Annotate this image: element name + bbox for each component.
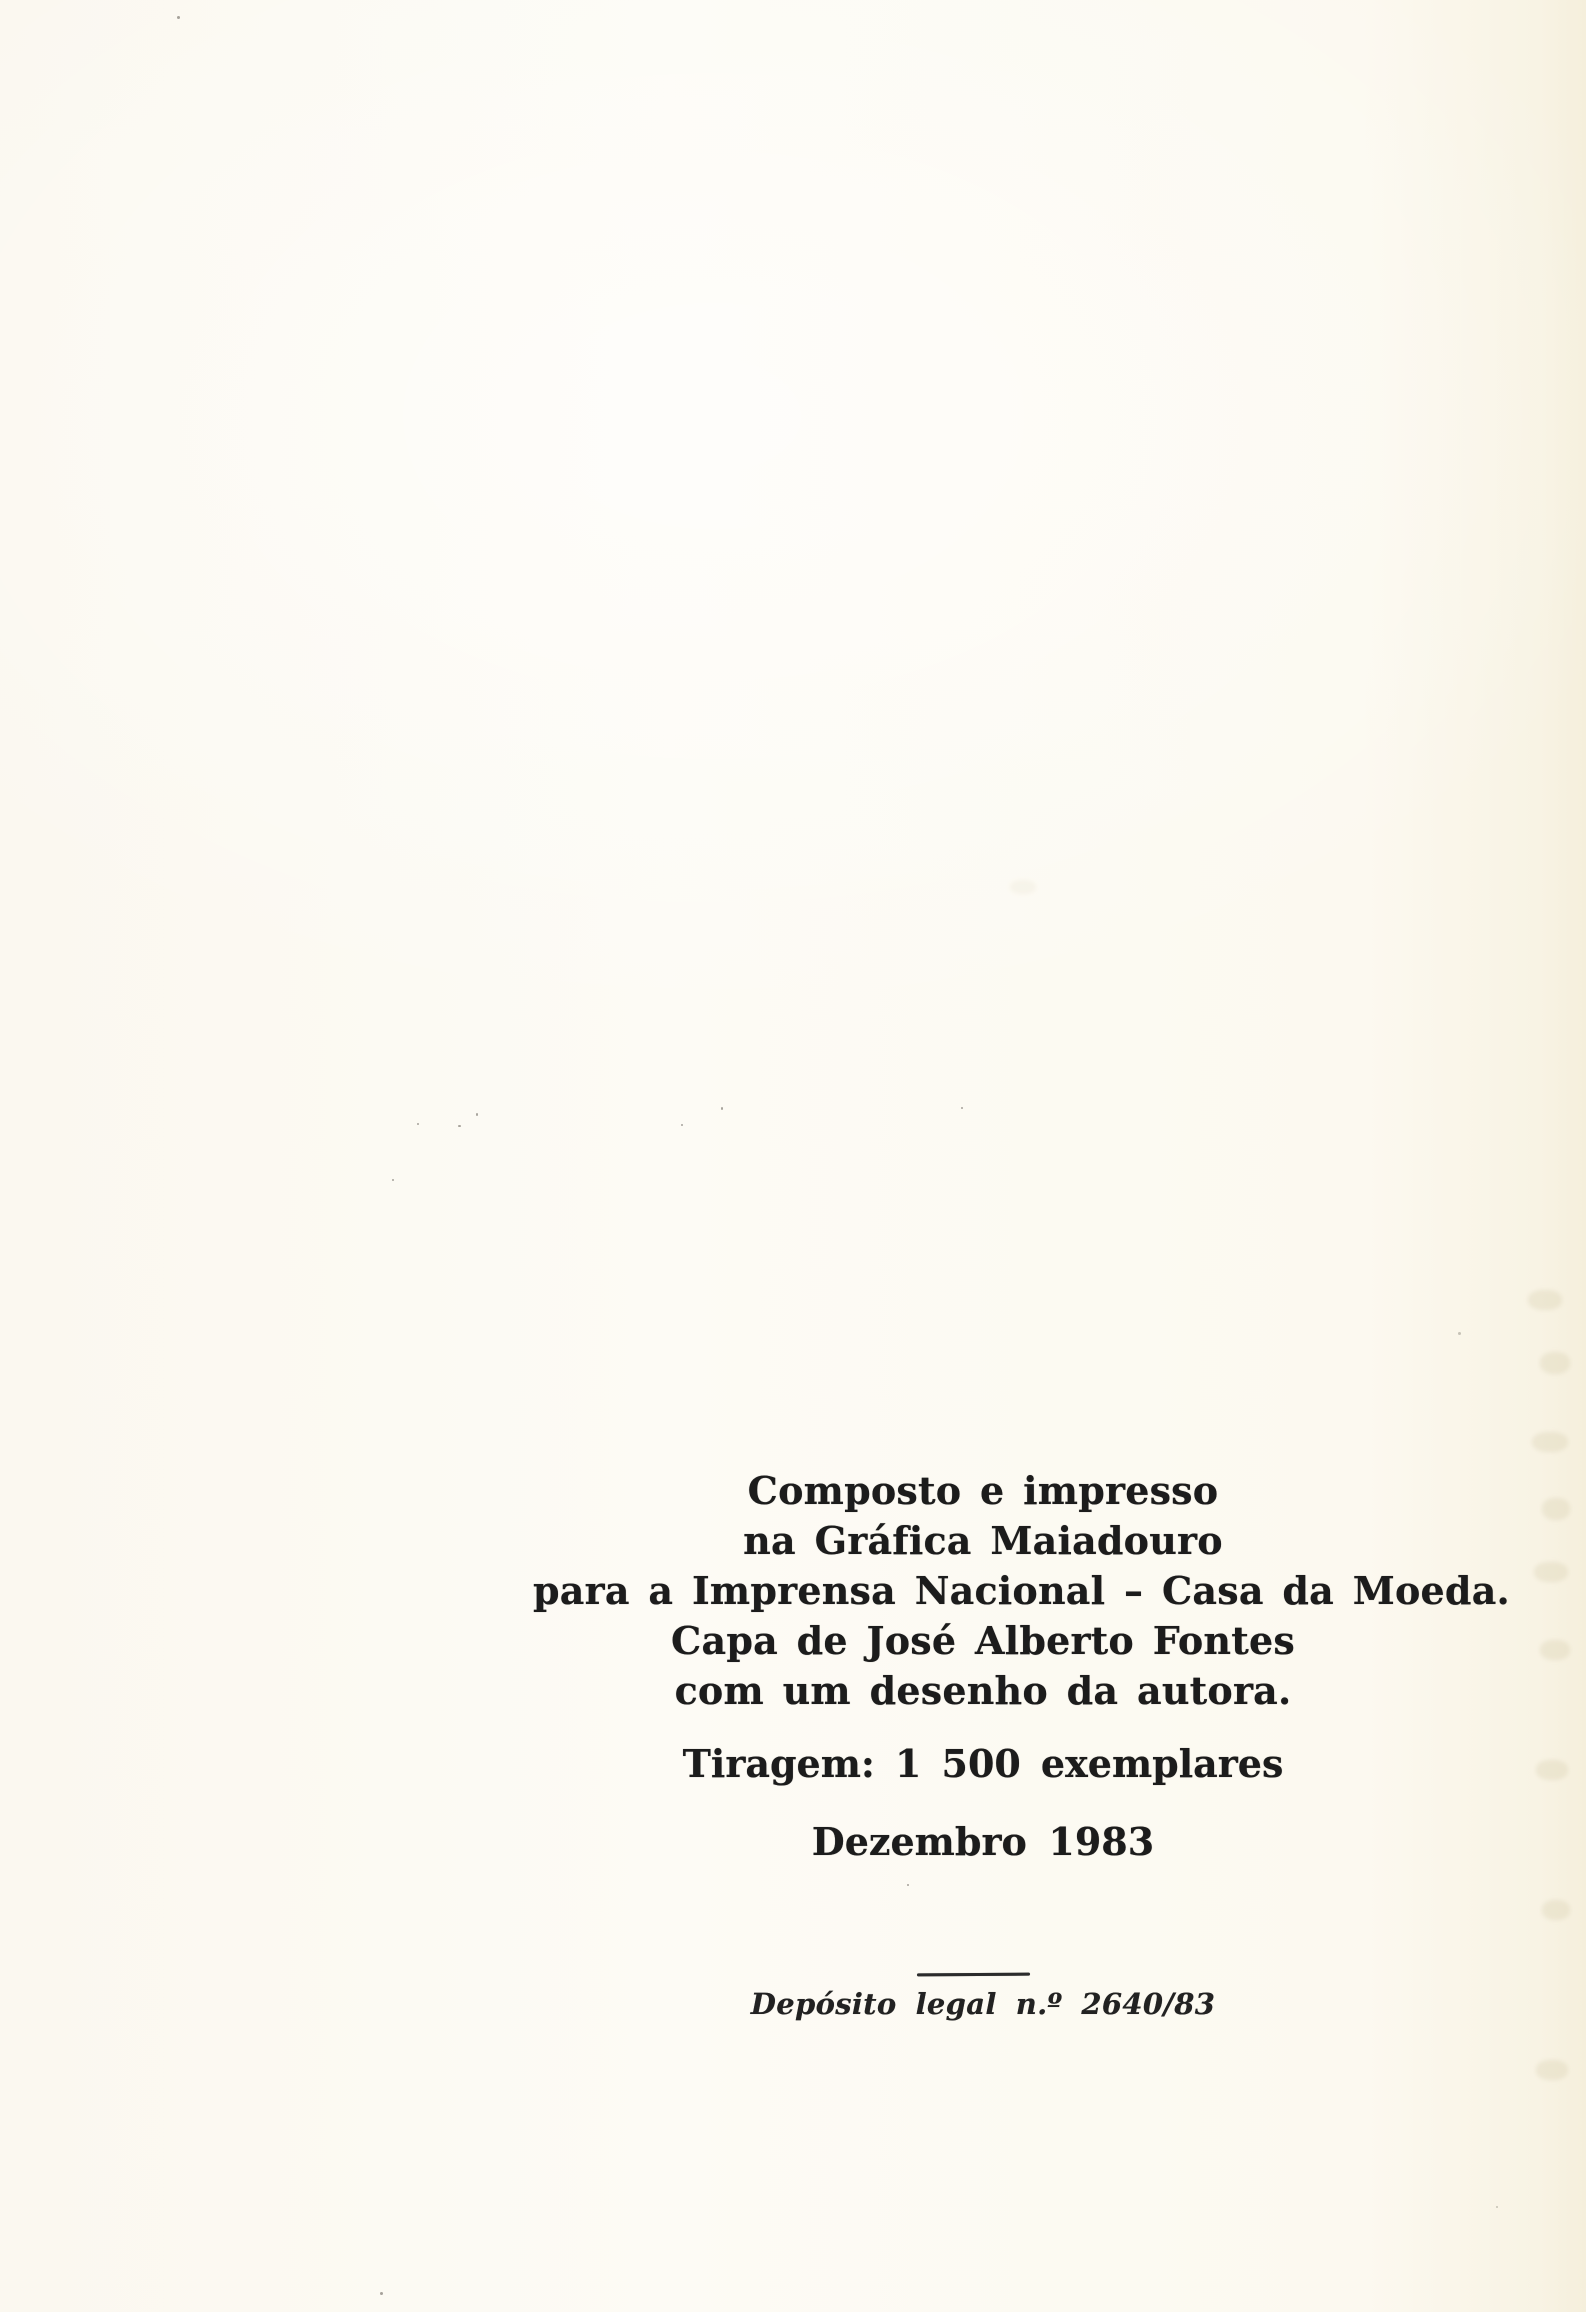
paper-speck [417, 1123, 419, 1125]
colophon-line-1: Composto e impresso [747, 1468, 1219, 1513]
paper-speck [1496, 2206, 1498, 2208]
show-through-ghost [1536, 2060, 1568, 2080]
print-run-line: Tiragem: 1 500 exemplares [682, 1741, 1284, 1786]
show-through-ghost [1542, 1900, 1570, 1920]
colophon-line-4: Capa de José Alberto Fontes [671, 1618, 1295, 1663]
show-through-ghost [1536, 1760, 1568, 1780]
show-through-ghost [1532, 1432, 1568, 1452]
paper-speck [476, 1113, 478, 1116]
colophon-line-3: para a Imprensa Nacional – Casa da Moeda. [533, 1568, 1510, 1613]
paper-speck [380, 2292, 383, 2295]
show-through-ghost [1528, 1290, 1562, 1310]
print-date-line: Dezembro 1983 [811, 1819, 1155, 1864]
paper-speck [961, 1107, 963, 1109]
legal-deposit-line: Depósito legal n.º 2640/83 [750, 1987, 1216, 2021]
paper-speck [681, 1124, 683, 1126]
show-through-ghost [1540, 1352, 1570, 1374]
paper-speck [392, 1179, 394, 1181]
paper-speck [721, 1107, 723, 1110]
show-through-ghost [1010, 880, 1036, 894]
show-through-ghost [1540, 1640, 1570, 1660]
colophon-line-5: com um desenho da autora. [674, 1668, 1292, 1713]
colophon-block [533, 1466, 1510, 1716]
paper-speck [177, 16, 180, 19]
paper-speck [458, 1125, 461, 1127]
show-through-ghost [1534, 1562, 1568, 1582]
paper-speck [1458, 1332, 1461, 1335]
show-through-ghost [1542, 1498, 1570, 1520]
colophon-line-2: na Gráfica Maiadouro [743, 1518, 1223, 1563]
paper-speck [907, 1884, 909, 1886]
separator-rule [917, 1973, 1030, 1977]
